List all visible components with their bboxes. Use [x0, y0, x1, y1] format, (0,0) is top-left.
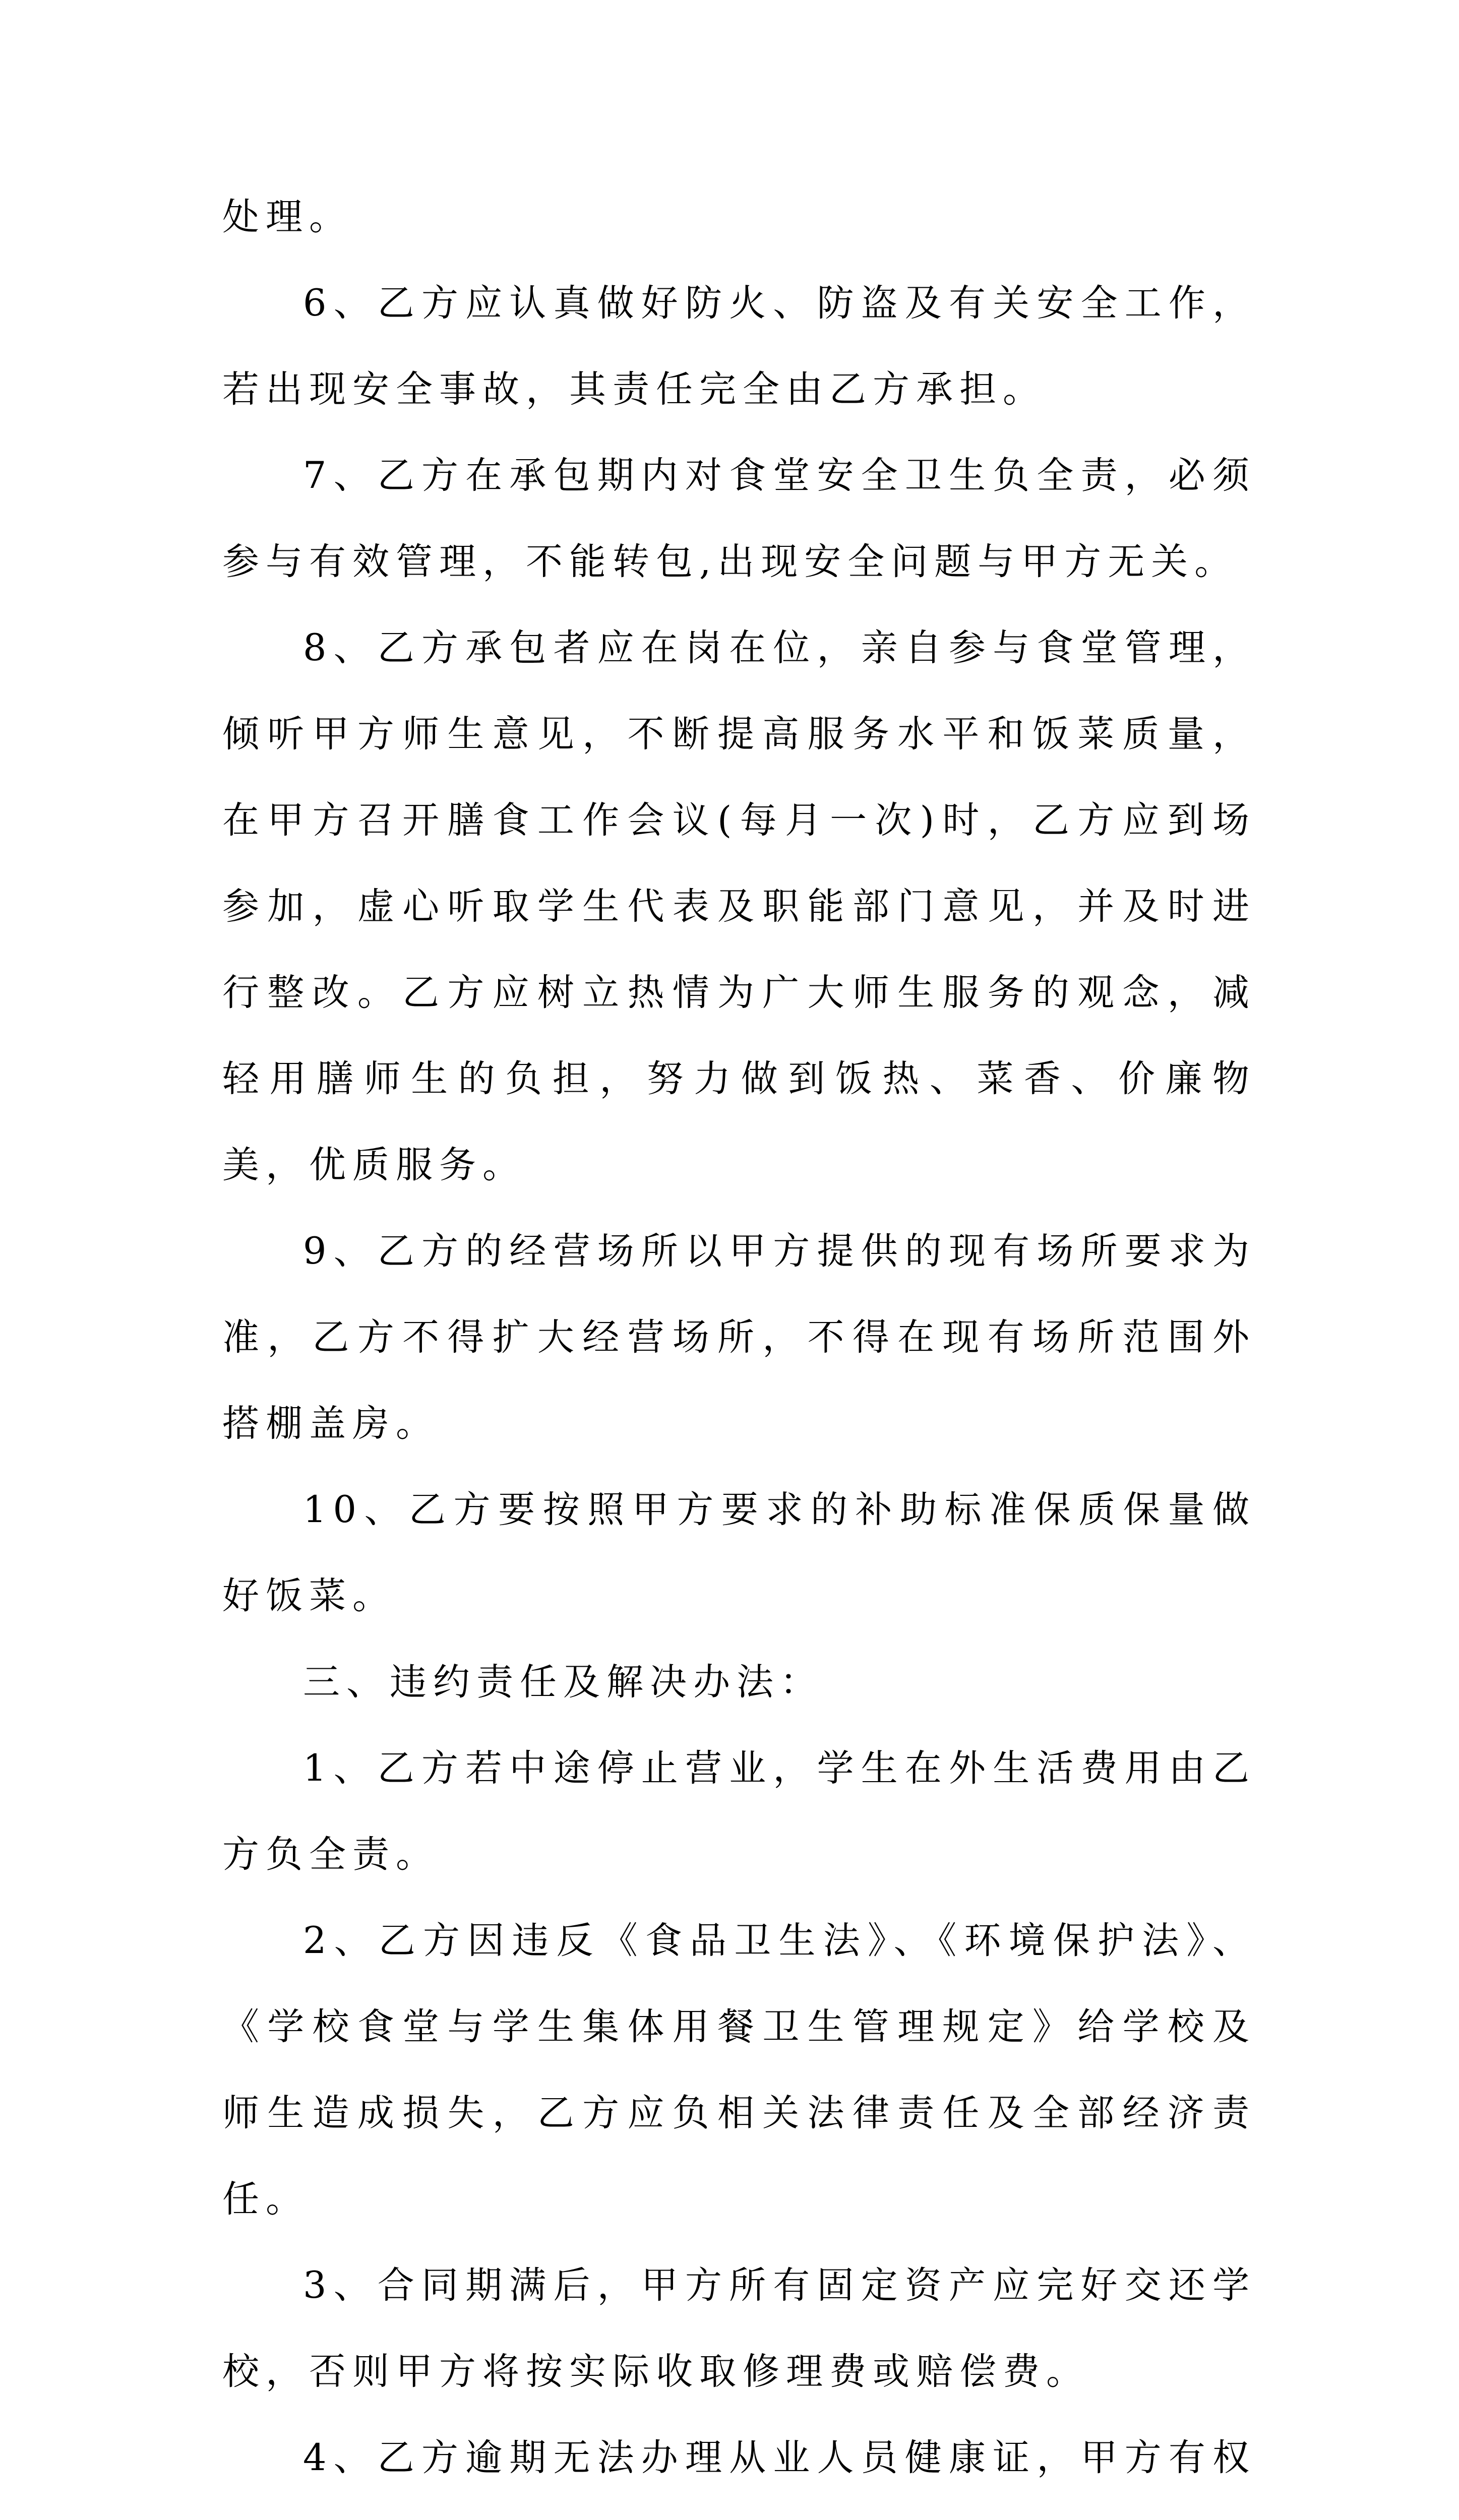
body-text	[222, 174, 1256, 2520]
paragraph-clause-9: 9、乙方的经营场所以甲方提供的现有场所要求为准，乙方不得扩大经营场所，不得在现有场所范围外搭棚盖房。	[222, 1230, 1256, 1445]
paragraph-clause-8: 8、乙方承包者应在岗在位，亲自参与食堂管理，倾听甲方师生意见，不断提高服务水平和饭菜质量，在甲方召开膳食工作会议(每月一次)时，乙方应到场参加，虚心听取学生代表及职能部门意见，并及时进行整改。乙方应树立热情为广大师生服务的观念，减轻用膳师生的负担，努力做到饭热、菜香、价廉物美，优质服务。	[222, 626, 1256, 1186]
paragraph-continuation: 处理。	[222, 196, 352, 238]
section-heading-breach: 三、违约责任及解决办法：	[303, 1661, 823, 1704]
paragraph-breach-2: 2、乙方因违反《食品卫生法》、《环境保护法》、《学校食堂与学生集体用餐卫生管理规定》给学校及师生造成损失，乙方应负相关法律责任及全部经济责任。	[222, 1919, 1256, 2221]
paragraph-breach-1: 1、乙方若中途停止营业，学生在外生活费用由乙方负全责。	[222, 1747, 1256, 1876]
paragraph-clause-7: 7、乙方在承包期内对食堂安全卫生负全责，必须参与有效管理，不能转包,出现安全问题与甲方无关。	[222, 454, 1256, 583]
paragraph-breach-4: 4、乙方逾期无法办理从业人员健康证，甲方有权	[303, 2436, 1256, 2479]
paragraph-clause-10: 10、乙方要按照甲方要求的补助标准保质保量做好饭菜。	[222, 1488, 1256, 1617]
paragraph-breach-3: 3、合同期满后，甲方所有固定资产应完好交还学校，否则甲方将按实际收取修理费或赔偿费。	[222, 2264, 1256, 2393]
paragraph-clause-6: 6、乙方应认真做好防火、防盗及有关安全工作，若出现安全事故，其责任完全由乙方承担。	[222, 282, 1256, 411]
